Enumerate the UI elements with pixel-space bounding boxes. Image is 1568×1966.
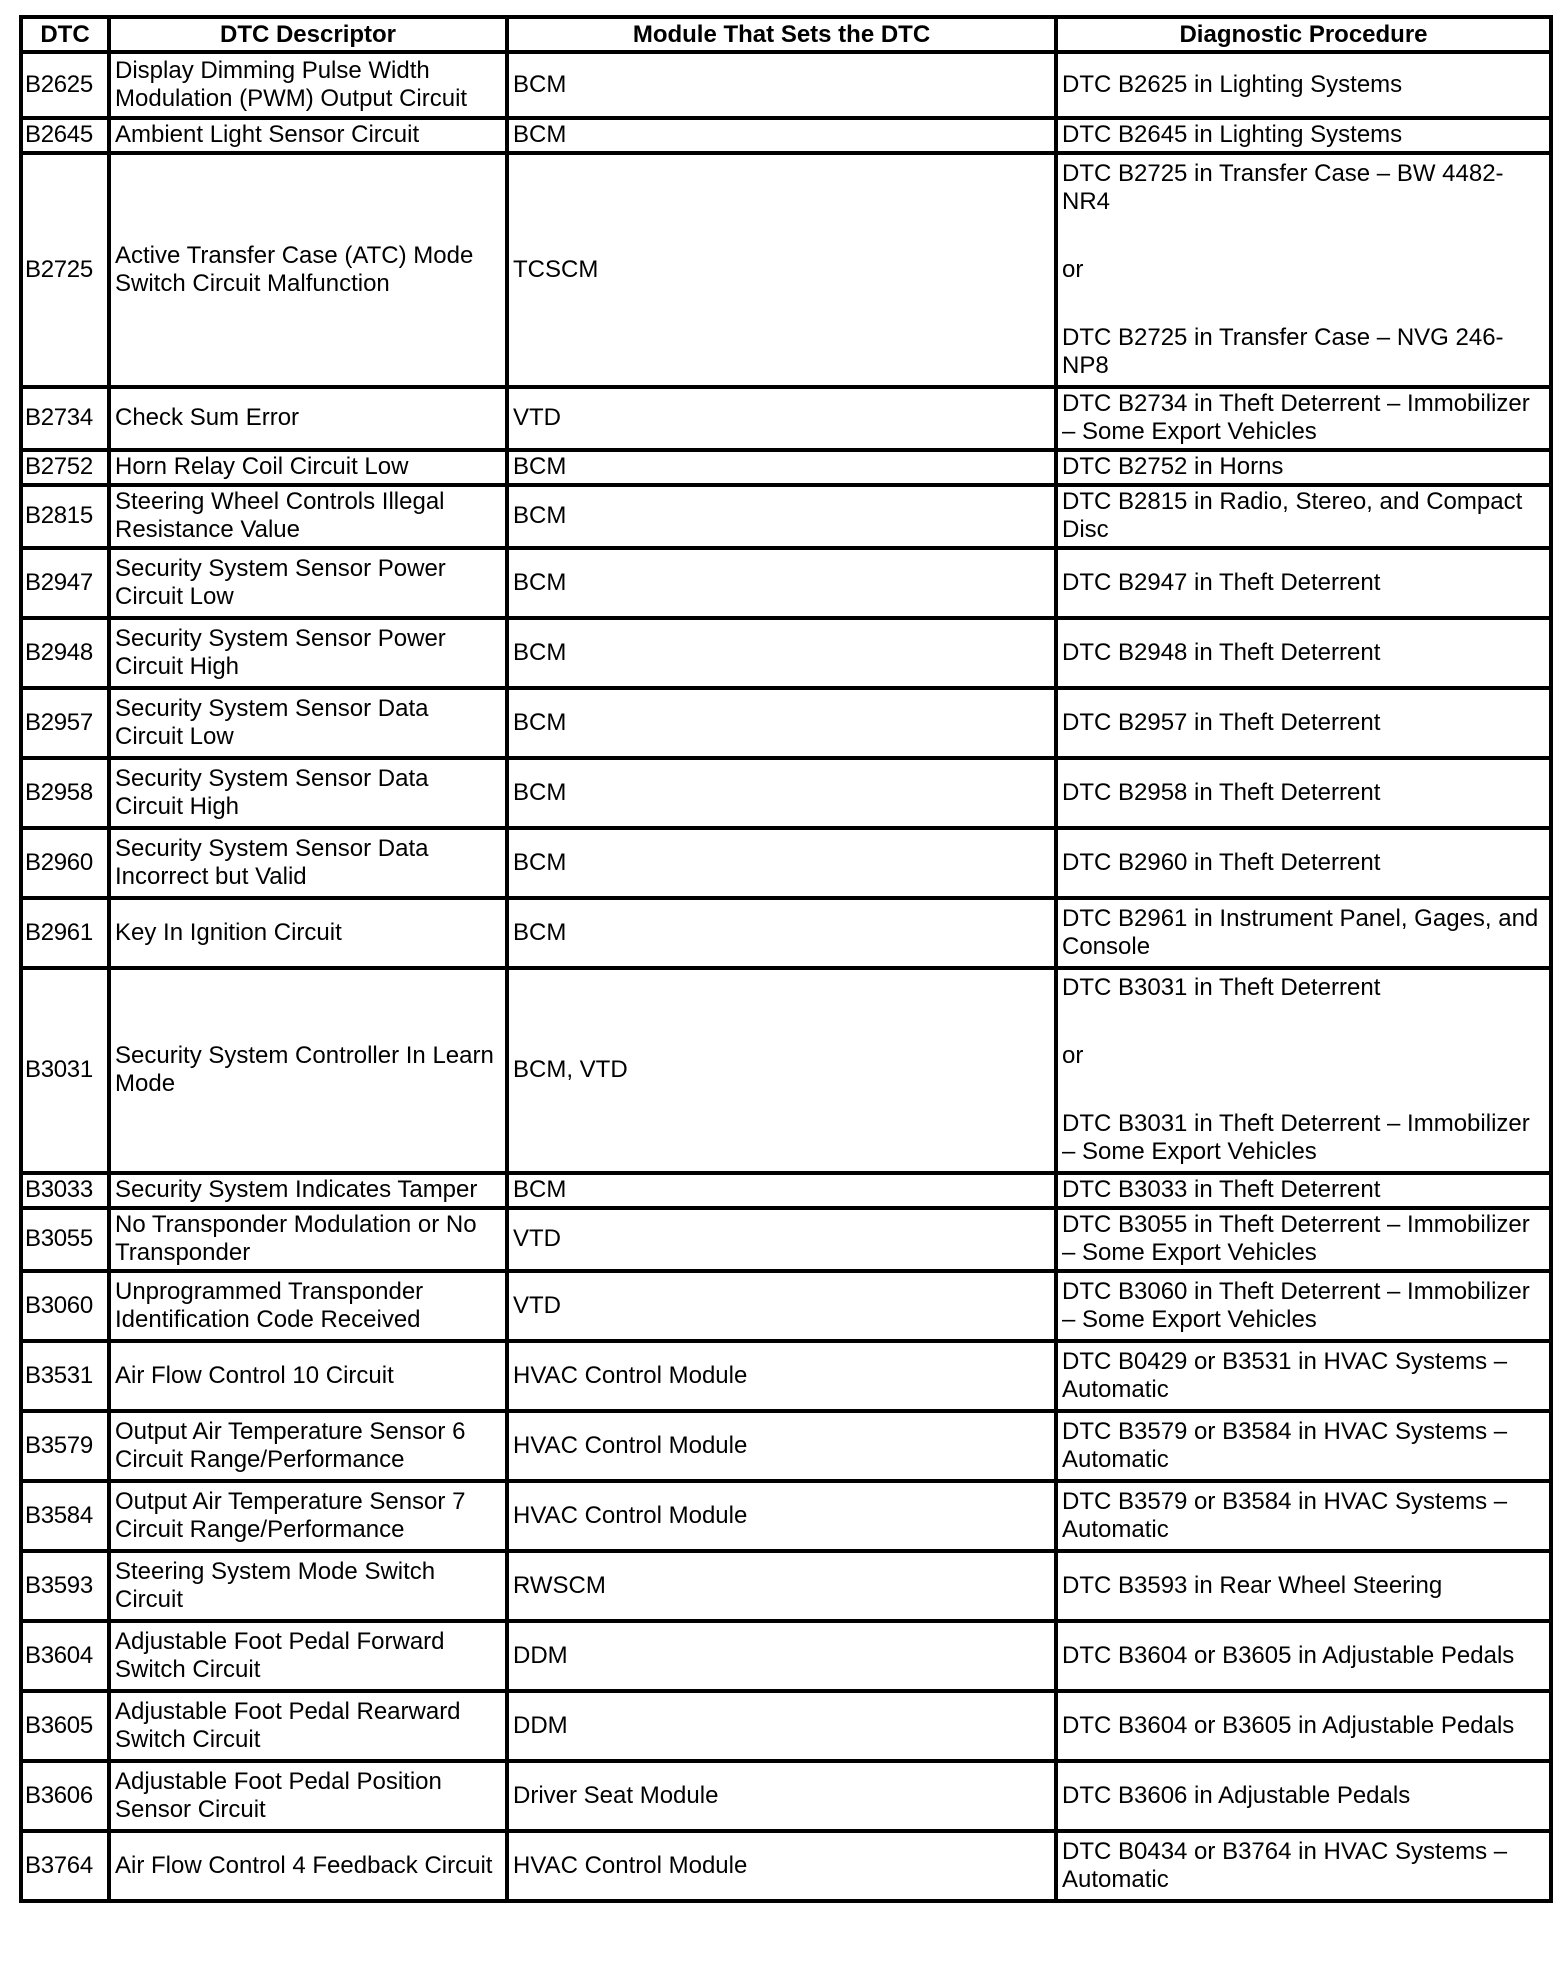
procedure-link-text: DTC B2961 in Instrument Panel, Gages, and Console	[1062, 904, 1539, 960]
diagnostic-procedure-cell	[1056, 52, 1551, 118]
table-row	[21, 1691, 1551, 1761]
module-cell: VTD	[507, 387, 1056, 450]
diagnostic-procedure-cell	[1056, 485, 1551, 548]
procedure-link-text: DTC B2645 in Lighting Systems	[1062, 121, 1403, 148]
procedure-link-text: DTC B3593 in Rear Wheel Steering	[1062, 1571, 1443, 1599]
header-descriptor: DTC Descriptor	[109, 17, 507, 52]
diagnostic-procedure-cell	[1056, 1551, 1551, 1621]
module-cell: DDM	[507, 1621, 1056, 1691]
dtc-descriptor-cell: Security System Controller In Learn Mode	[109, 968, 507, 1173]
dtc-descriptor-cell: Air Flow Control 4 Feedback Circuit	[109, 1831, 507, 1901]
dtc-code-cell: B3584	[21, 1481, 109, 1551]
dtc-descriptor-cell: Security System Sensor Data Incorrect but Valid	[109, 828, 507, 898]
table-body	[21, 52, 1551, 1901]
module-cell: VTD	[507, 1208, 1056, 1271]
module-cell: BCM	[507, 1173, 1056, 1208]
procedure-or-text: or	[1062, 1042, 1084, 1069]
table-row	[21, 1411, 1551, 1481]
dtc-code-cell: B3060	[21, 1271, 109, 1341]
dtc-code-cell: B2645	[21, 118, 109, 153]
table-row	[21, 688, 1551, 758]
procedure-link-text: DTC B0434 or B3764 in HVAC Systems – Automatic	[1062, 1837, 1508, 1893]
procedure-link-text: DTC B3606 in Adjustable Pedals	[1062, 1781, 1411, 1809]
table-row	[21, 485, 1551, 548]
module-cell: Driver Seat Module	[507, 1761, 1056, 1831]
dtc-code-cell: B2815	[21, 485, 109, 548]
diagnostic-procedure-cell	[1056, 758, 1551, 828]
procedure-link-text: DTC B0429 or B3531 in HVAC Systems – Automatic	[1062, 1347, 1508, 1403]
module-cell: BCM	[507, 618, 1056, 688]
dtc-descriptor-cell: Ambient Light Sensor Circuit	[109, 118, 507, 153]
table-row	[21, 1831, 1551, 1901]
dtc-code-cell: B3604	[21, 1621, 109, 1691]
table-row	[21, 828, 1551, 898]
dtc-code-cell: B3055	[21, 1208, 109, 1271]
diagnostic-procedure-cell	[1056, 618, 1551, 688]
table-row	[21, 1173, 1551, 1208]
procedure-link-text: DTC B3604 or B3605 in Adjustable Pedals	[1062, 1641, 1515, 1669]
dtc-descriptor-cell: Security System Sensor Power Circuit Low	[109, 548, 507, 618]
header-procedure: Diagnostic Procedure	[1056, 17, 1551, 52]
diagnostic-procedure-cell	[1056, 1411, 1551, 1481]
diagnostic-procedure-cell	[1056, 968, 1551, 1173]
table-row	[21, 1761, 1551, 1831]
diagnostic-procedure-cell	[1056, 450, 1551, 485]
module-cell: BCM	[507, 548, 1056, 618]
header-dtc: DTC	[21, 17, 109, 52]
dtc-descriptor-cell: Security System Sensor Power Circuit High	[109, 618, 507, 688]
dtc-code-cell: B2625	[21, 52, 109, 118]
procedure-link-text: DTC B2752 in Horns	[1062, 453, 1284, 480]
procedure-link-text: DTC B2957 in Theft Deterrent	[1062, 708, 1381, 736]
diagnostic-procedure-cell	[1056, 118, 1551, 153]
procedure-link-text: DTC B3604 or B3605 in Adjustable Pedals	[1062, 1711, 1515, 1739]
procedure-link-text: DTC B3055 in Theft Deterrent – Immobilizer – Some Export Vehicles	[1062, 1211, 1530, 1266]
dtc-code-cell: B3031	[21, 968, 109, 1173]
dtc-descriptor-cell: Adjustable Foot Pedal Forward Switch Circuit	[109, 1621, 507, 1691]
dtc-descriptor-cell: Adjustable Foot Pedal Rearward Switch Circuit	[109, 1691, 507, 1761]
module-cell: BCM	[507, 758, 1056, 828]
procedure-link-text: DTC B3031 in Theft Deterrent – Immobilizer – Some Export Vehicles	[1062, 1110, 1530, 1165]
procedure-link-text: DTC B3060 in Theft Deterrent – Immobilizer – Some Export Vehicles	[1062, 1277, 1530, 1333]
diagnostic-procedure-cell	[1056, 1831, 1551, 1901]
dtc-descriptor-cell: Air Flow Control 10 Circuit	[109, 1341, 507, 1411]
module-cell: TCSCM	[507, 153, 1056, 387]
table-row	[21, 898, 1551, 968]
procedure-spacer	[1062, 216, 1545, 256]
module-cell: VTD	[507, 1271, 1056, 1341]
procedure-link-text: DTC B2948 in Theft Deterrent	[1062, 638, 1381, 666]
procedure-link-text: DTC B2947 in Theft Deterrent	[1062, 568, 1381, 596]
dtc-code-cell: B2961	[21, 898, 109, 968]
module-cell: BCM	[507, 450, 1056, 485]
dtc-descriptor-cell: Display Dimming Pulse Width Modulation (PWM) Output Circuit	[109, 52, 507, 118]
diagnostic-procedure-cell	[1056, 828, 1551, 898]
dtc-code-cell: B2734	[21, 387, 109, 450]
procedure-link-text: DTC B2725 in Transfer Case – BW 4482-NR4	[1062, 159, 1504, 215]
dtc-descriptor-cell: Security System Sensor Data Circuit High	[109, 758, 507, 828]
table-row	[21, 1551, 1551, 1621]
dtc-code-cell: B2948	[21, 618, 109, 688]
diagnostic-procedure-cell	[1056, 1341, 1551, 1411]
dtc-code-cell: B3579	[21, 1411, 109, 1481]
table-row	[21, 968, 1551, 1173]
module-cell: BCM	[507, 898, 1056, 968]
procedure-spacer	[1062, 1070, 1545, 1110]
table-row	[21, 118, 1551, 153]
diagnostic-procedure-cell	[1056, 1481, 1551, 1551]
table-row	[21, 387, 1551, 450]
table-row	[21, 153, 1551, 387]
diagnostic-procedure-cell	[1056, 1173, 1551, 1208]
diagnostic-procedure-cell	[1056, 548, 1551, 618]
table-row	[21, 52, 1551, 118]
procedure-link-text: DTC B2625 in Lighting Systems	[1062, 70, 1403, 98]
diagnostic-procedure-cell	[1056, 153, 1551, 387]
dtc-descriptor-cell: Horn Relay Coil Circuit Low	[109, 450, 507, 485]
diagnostic-procedure-cell	[1056, 1621, 1551, 1691]
table-row	[21, 758, 1551, 828]
procedure-link-text: DTC B2815 in Radio, Stereo, and Compact Disc	[1062, 488, 1523, 543]
header-module: Module That Sets the DTC	[507, 17, 1056, 52]
table-row	[21, 1271, 1551, 1341]
dtc-code-cell: B2957	[21, 688, 109, 758]
module-cell: BCM	[507, 828, 1056, 898]
dtc-code-cell: B3606	[21, 1761, 109, 1831]
module-cell: BCM	[507, 118, 1056, 153]
diagnostic-procedure-cell	[1056, 1691, 1551, 1761]
header-row	[21, 17, 1551, 52]
table-row	[21, 450, 1551, 485]
diagnostic-procedure-cell	[1056, 898, 1551, 968]
table-row	[21, 1481, 1551, 1551]
diagnostic-procedure-cell	[1056, 1271, 1551, 1341]
dtc-descriptor-cell: Security System Indicates Tamper	[109, 1173, 507, 1208]
dtc-code-cell: B3531	[21, 1341, 109, 1411]
dtc-descriptor-cell: No Transponder Modulation or No Transponder	[109, 1208, 507, 1271]
dtc-descriptor-cell: Adjustable Foot Pedal Position Sensor Circuit	[109, 1761, 507, 1831]
dtc-code-cell: B2958	[21, 758, 109, 828]
dtc-table	[19, 15, 1553, 1903]
module-cell: BCM	[507, 688, 1056, 758]
table-row	[21, 1208, 1551, 1271]
module-cell: HVAC Control Module	[507, 1341, 1056, 1411]
dtc-descriptor-cell: Steering System Mode Switch Circuit	[109, 1551, 507, 1621]
diagnostic-procedure-cell	[1056, 688, 1551, 758]
procedure-spacer	[1062, 284, 1545, 324]
module-cell: HVAC Control Module	[507, 1481, 1056, 1551]
dtc-code-cell: B2752	[21, 450, 109, 485]
procedure-link-text: DTC B2725 in Transfer Case – NVG 246-NP8	[1062, 323, 1504, 379]
procedure-link-text: DTC B3579 or B3584 in HVAC Systems – Automatic	[1062, 1417, 1508, 1473]
module-cell: RWSCM	[507, 1551, 1056, 1621]
procedure-link-text: DTC B3031 in Theft Deterrent	[1062, 974, 1381, 1001]
table-row	[21, 1621, 1551, 1691]
dtc-descriptor-cell: Output Air Temperature Sensor 6 Circuit Range/Performance	[109, 1411, 507, 1481]
module-cell: HVAC Control Module	[507, 1831, 1056, 1901]
dtc-descriptor-cell: Check Sum Error	[109, 387, 507, 450]
dtc-code-cell: B2960	[21, 828, 109, 898]
table-row	[21, 548, 1551, 618]
module-cell: DDM	[507, 1691, 1056, 1761]
module-cell: BCM, VTD	[507, 968, 1056, 1173]
procedure-link-text: DTC B3033 in Theft Deterrent	[1062, 1176, 1381, 1203]
table-row	[21, 1341, 1551, 1411]
procedure-link-text: DTC B2960 in Theft Deterrent	[1062, 848, 1381, 876]
dtc-descriptor-cell: Steering Wheel Controls Illegal Resistance Value	[109, 485, 507, 548]
dtc-descriptor-cell: Output Air Temperature Sensor 7 Circuit Range/Performance	[109, 1481, 507, 1551]
procedure-or-text: or	[1062, 255, 1084, 283]
dtc-descriptor-cell: Active Transfer Case (ATC) Mode Switch Circuit Malfunction	[109, 153, 507, 387]
diagnostic-procedure-cell	[1056, 1761, 1551, 1831]
dtc-code-cell: B3764	[21, 1831, 109, 1901]
procedure-spacer	[1062, 1002, 1545, 1042]
dtc-code-cell: B2725	[21, 153, 109, 387]
procedure-link-text: DTC B2734 in Theft Deterrent – Immobilizer – Some Export Vehicles	[1062, 390, 1530, 445]
dtc-descriptor-cell: Security System Sensor Data Circuit Low	[109, 688, 507, 758]
diagnostic-procedure-cell	[1056, 1208, 1551, 1271]
module-cell: BCM	[507, 52, 1056, 118]
diagnostic-procedure-cell	[1056, 387, 1551, 450]
procedure-link-text: DTC B3579 or B3584 in HVAC Systems – Automatic	[1062, 1487, 1508, 1543]
dtc-code-cell: B2947	[21, 548, 109, 618]
dtc-code-cell: B3033	[21, 1173, 109, 1208]
module-cell: BCM	[507, 485, 1056, 548]
procedure-link-text: DTC B2958 in Theft Deterrent	[1062, 778, 1381, 806]
dtc-code-cell: B3605	[21, 1691, 109, 1761]
dtc-descriptor-cell: Key In Ignition Circuit	[109, 898, 507, 968]
module-cell: HVAC Control Module	[507, 1411, 1056, 1481]
dtc-code-cell: B3593	[21, 1551, 109, 1621]
dtc-descriptor-cell: Unprogrammed Transponder Identification Code Received	[109, 1271, 507, 1341]
table-row	[21, 618, 1551, 688]
